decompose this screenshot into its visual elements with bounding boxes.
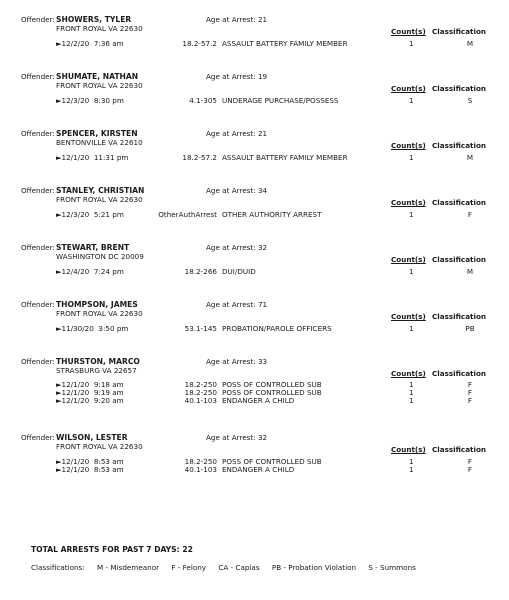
- count-header: Count(s): [391, 84, 426, 93]
- charge-datetime: [56, 324, 128, 333]
- charge-time: 8:53 am: [93, 465, 124, 474]
- charge-classification: M: [466, 267, 474, 276]
- charge-date: ►12/1/20: [56, 153, 90, 162]
- age-at-arrest: [206, 15, 267, 24]
- charge-count: 1: [409, 388, 414, 397]
- offender-block: [0, 186, 509, 236]
- charge-count: 1: [409, 457, 414, 466]
- age-value: 33: [257, 357, 268, 366]
- charge-row: [0, 267, 509, 276]
- charge-description: POSS OF CONTROLLED SUB: [222, 388, 322, 397]
- offender-label: Offender:: [21, 129, 55, 138]
- charge-classification: S: [467, 96, 473, 105]
- offender-label: Offender:: [21, 15, 55, 24]
- charge-time: 3:50 pm: [98, 324, 129, 333]
- charge-count: 1: [409, 465, 414, 474]
- classification-header: Classification: [432, 369, 487, 378]
- charge-classification: F: [467, 380, 473, 389]
- legend-item: CA - Capias: [218, 563, 260, 572]
- charge-description: POSS OF CONTROLLED SUB: [222, 457, 322, 466]
- charge-classification: PB: [465, 324, 475, 333]
- offender-location: WASHINGTON DC 20009: [56, 252, 144, 261]
- offender-location: STRASBURG VA 22657: [56, 366, 137, 375]
- charge-code: 18.2-57.2: [182, 39, 217, 48]
- count-header: Count(s): [391, 445, 426, 454]
- charge-count: 1: [409, 267, 414, 276]
- offender-label: Offender:: [21, 243, 55, 252]
- offender-location: FRONT ROYAL VA 22630: [56, 442, 143, 451]
- charge-row: [0, 39, 509, 48]
- charge-description: DUI/DUID: [222, 267, 256, 276]
- offender-name: SHOWERS, TYLER: [56, 15, 132, 24]
- age-label: Age at Arrest:: [206, 433, 256, 442]
- charge-datetime: [56, 396, 124, 405]
- charge-time: 8:53 am: [93, 457, 124, 466]
- age-at-arrest: [206, 129, 267, 138]
- offender-location: BENTONVILLE VA 22610: [56, 138, 143, 147]
- legend-label: Classifications:: [31, 563, 85, 572]
- age-at-arrest: [206, 433, 267, 442]
- offender-name: THURSTON, MARCO: [56, 357, 140, 366]
- charge-row: [0, 324, 509, 333]
- charge-code: OtherAuthArrest: [158, 210, 217, 219]
- charge-count: 1: [409, 210, 414, 219]
- charge-time: 8:30 pm: [93, 96, 124, 105]
- offender-label: Offender:: [21, 186, 55, 195]
- charge-datetime: [56, 153, 128, 162]
- offender-label: Offender:: [21, 433, 55, 442]
- age-at-arrest: [206, 300, 267, 309]
- charge-description: OTHER AUTHORITY ARREST: [222, 210, 322, 219]
- count-header: Count(s): [391, 27, 426, 36]
- charge-count: 1: [409, 396, 414, 405]
- charge-description: ENDANGER A CHILD: [222, 465, 295, 474]
- legend-item: PB - Probation Violation: [271, 563, 357, 572]
- offender-block: [0, 357, 509, 417]
- charge-count: 1: [409, 380, 414, 389]
- charge-description: PROBATION/PAROLE OFFICERS: [222, 324, 332, 333]
- charge-date: ►12/3/20: [56, 96, 90, 105]
- offender-location: FRONT ROYAL VA 22630: [56, 309, 143, 318]
- age-label: Age at Arrest:: [206, 129, 256, 138]
- charge-datetime: [56, 465, 124, 474]
- total-value: 22: [182, 545, 193, 554]
- age-at-arrest: [206, 243, 267, 252]
- charge-description: ASSAULT BATTERY FAMILY MEMBER: [222, 153, 348, 162]
- age-at-arrest: [206, 186, 267, 195]
- charge-description: UNDERAGE PURCHASE/POSSESS: [222, 96, 339, 105]
- count-header: Count(s): [391, 255, 426, 264]
- offender-name: THOMPSON, JAMES: [56, 300, 138, 309]
- charge-date: ►12/1/20: [56, 388, 90, 397]
- charge-time: 7:36 am: [93, 39, 124, 48]
- charge-datetime: [56, 210, 124, 219]
- charge-time: 9:20 am: [93, 396, 124, 405]
- charge-code: 40.1-103: [184, 396, 217, 405]
- offender-label: Offender:: [21, 72, 55, 81]
- classification-legend: [31, 563, 416, 572]
- classification-header: Classification: [432, 198, 487, 207]
- age-value: 34: [257, 186, 268, 195]
- charge-code: 53.1-145: [184, 324, 217, 333]
- offender-location: FRONT ROYAL VA 22630: [56, 195, 143, 204]
- offender-name: STANLEY, CHRISTIAN: [56, 186, 145, 195]
- charge-code: 4.1-305: [189, 96, 217, 105]
- charge-classification: F: [467, 388, 473, 397]
- age-at-arrest: [206, 357, 267, 366]
- offender-block: [0, 243, 509, 293]
- offender-block: [0, 72, 509, 122]
- total-label: TOTAL ARRESTS FOR PAST 7 DAYS:: [31, 545, 180, 554]
- charge-classification: F: [467, 210, 473, 219]
- count-header: Count(s): [391, 198, 426, 207]
- charge-classification: F: [467, 465, 473, 474]
- charge-row: [0, 96, 509, 105]
- charge-classification: F: [467, 457, 473, 466]
- classification-header: Classification: [432, 27, 487, 36]
- age-value: 32: [257, 243, 268, 252]
- offender-location: FRONT ROYAL VA 22630: [56, 24, 143, 33]
- legend-item: M - Misdemeanor: [97, 563, 160, 572]
- charge-code: 18.2-250: [184, 388, 217, 397]
- offender-block: [0, 129, 509, 179]
- charge-date: ►11/30/20: [56, 324, 94, 333]
- age-label: Age at Arrest:: [206, 300, 256, 309]
- age-label: Age at Arrest:: [206, 357, 256, 366]
- classification-header: Classification: [432, 312, 487, 321]
- charge-row: [0, 396, 509, 405]
- charge-description: ASSAULT BATTERY FAMILY MEMBER: [222, 39, 348, 48]
- age-label: Age at Arrest:: [206, 72, 256, 81]
- offender-label: Offender:: [21, 357, 55, 366]
- charge-code: 18.2-250: [184, 380, 217, 389]
- offender-name: SPENCER, KIRSTEN: [56, 129, 138, 138]
- charge-time: 7:24 pm: [93, 267, 124, 276]
- charge-row: [0, 465, 509, 474]
- charge-time: 9:18 am: [93, 380, 124, 389]
- charge-code: 18.2-57.2: [182, 153, 217, 162]
- charge-datetime: [56, 96, 124, 105]
- charge-time: 9:19 am: [93, 388, 124, 397]
- offender-location: FRONT ROYAL VA 22630: [56, 81, 143, 90]
- classification-header: Classification: [432, 84, 487, 93]
- charge-code: 18.2-250: [184, 457, 217, 466]
- offender-label: Offender:: [21, 300, 55, 309]
- count-header: Count(s): [391, 312, 426, 321]
- charge-date: ►12/3/20: [56, 210, 90, 219]
- age-label: Age at Arrest:: [206, 15, 256, 24]
- age-at-arrest: [206, 72, 267, 81]
- age-value: 32: [257, 433, 268, 442]
- count-header: Count(s): [391, 141, 426, 150]
- offender-name: SHUMATE, NATHAN: [56, 72, 139, 81]
- charge-time: 5:21 pm: [93, 210, 124, 219]
- charge-count: 1: [409, 153, 414, 162]
- charge-count: 1: [409, 324, 414, 333]
- legend-item: S - Summons: [368, 563, 416, 572]
- classification-header: Classification: [432, 141, 487, 150]
- charge-date: ►12/1/20: [56, 465, 90, 474]
- charge-count: 1: [409, 39, 414, 48]
- count-header: Count(s): [391, 369, 426, 378]
- charge-datetime: [56, 39, 124, 48]
- charge-date: ►12/1/20: [56, 380, 90, 389]
- offender-block: [0, 15, 509, 65]
- offender-name: WILSON, LESTER: [56, 433, 128, 442]
- offender-block: [0, 300, 509, 350]
- charge-date: ►12/1/20: [56, 396, 90, 405]
- charge-classification: M: [466, 153, 474, 162]
- charge-time: 11:31 pm: [93, 153, 129, 162]
- charge-code: 18.2-266: [184, 267, 217, 276]
- age-value: 21: [257, 129, 268, 138]
- age-value: 21: [257, 15, 268, 24]
- charge-date: ►12/2/20: [56, 39, 90, 48]
- offender-name: STEWART, BRENT: [56, 243, 130, 252]
- charge-description: POSS OF CONTROLLED SUB: [222, 380, 322, 389]
- charge-date: ►12/4/20: [56, 267, 90, 276]
- charge-datetime: [56, 267, 124, 276]
- classification-header: Classification: [432, 255, 487, 264]
- age-label: Age at Arrest:: [206, 186, 256, 195]
- charge-classification: F: [467, 396, 473, 405]
- charge-count: 1: [409, 96, 414, 105]
- age-label: Age at Arrest:: [206, 243, 256, 252]
- classification-header: Classification: [432, 445, 487, 454]
- charge-row: [0, 153, 509, 162]
- charge-date: ►12/1/20: [56, 457, 90, 466]
- legend-item: F - Felony: [171, 563, 207, 572]
- total-arrests: [31, 545, 193, 554]
- charge-row: [0, 210, 509, 219]
- age-value: 71: [257, 300, 268, 309]
- charge-code: 40.1-103: [184, 465, 217, 474]
- charge-classification: M: [466, 39, 474, 48]
- charge-description: ENDANGER A CHILD: [222, 396, 295, 405]
- offender-block: [0, 433, 509, 483]
- age-value: 19: [257, 72, 268, 81]
